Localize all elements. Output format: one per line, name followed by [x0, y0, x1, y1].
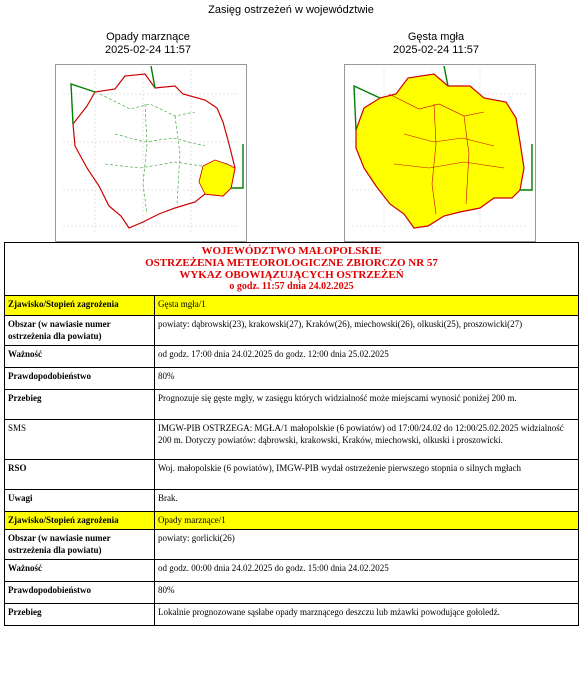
map-timestamp: 2025-02-24 11:57 [104, 44, 192, 56]
phenomenon-row [5, 512, 579, 530]
row-label: Ważność [5, 346, 155, 368]
row-label: Uwagi [5, 490, 155, 512]
header-line: o godz. 11:57 dnia 24.02.2025 [229, 281, 354, 292]
header-line: WOJEWÓDZTWO MAŁOPOLSKIE [201, 245, 382, 257]
header-line: WYKAZ OBOWIĄZUJĄCYCH OSTRZEŻEŃ [179, 269, 404, 281]
row-value: powiaty: gorlicki(26) [155, 530, 579, 560]
row-value: 80% [155, 368, 579, 390]
row-value: powiaty: dąbrowski(23), krakowski(27), Kraków(26), miechowski(26), olkuski(25), proszowicki(27) [155, 316, 579, 346]
phenomenon-row [5, 296, 579, 316]
row-label: Obszar (w nawiasie numer ostrzeżenia dla powiatu) [5, 530, 155, 560]
table-row [5, 490, 579, 512]
table-row [5, 460, 579, 490]
header-line: OSTRZEŻENIA METEOROLOGICZNE ZBIORCZO NR 57 [145, 257, 438, 269]
row-label: Prawdopodobieństwo [5, 368, 155, 390]
table-row [5, 368, 579, 390]
row-value: Brak. [155, 490, 579, 512]
row-value: Lokalnie prognozowane sąsłabe opady marznącego deszczu lub mżawki powodujące gołoledź. [155, 604, 579, 626]
row-value: od godz. 00:00 dnia 24.02.2025 do godz. 15:00 dnia 24.02.2025 [155, 560, 579, 582]
table-row [5, 316, 579, 346]
table-row [5, 604, 579, 626]
row-value: Opady marznące/1 [155, 512, 579, 530]
map-caption-freezing-rain [48, 31, 248, 57]
map-title: Opady marznące [106, 31, 190, 43]
row-label: RSO [5, 460, 155, 490]
row-label: Ważność [5, 560, 155, 582]
map-caption-fog [336, 31, 536, 57]
row-label: Obszar (w nawiasie numer ostrzeżenia dla powiatu) [5, 316, 155, 346]
row-value: Woj. małopolskie (6 powiatów), IMGW-PIB wydał ostrzeżenie pierwszego stopnia o silnych mgłach [155, 460, 579, 490]
page-title: Zasięg ostrzeżeń w województwie [208, 4, 374, 16]
row-value: Prognozuje się gęste mgły, w zasięgu których widzialność może miejscami wynosić poniżej 200 m. [155, 390, 579, 420]
row-label: Przebieg [5, 604, 155, 626]
table-row [5, 530, 579, 560]
table-row [5, 582, 579, 604]
row-value: IMGW-PIB OSTRZEGA: MGŁA/1 małopolskie (6 powiatów) od 17:00/24.02 do 12:00/25.02.2025 widzialność 200 m. Dotyczy powiatów: dąbrowski, krakowski, Kraków, miechowski, olkuski i proszowicki. [155, 420, 579, 460]
map-fog [344, 64, 536, 242]
row-label: SMS [5, 420, 155, 460]
warnings-table [4, 242, 579, 626]
row-value: od godz. 17:00 dnia 24.02.2025 do godz. 12:00 dnia 25.02.2025 [155, 346, 579, 368]
row-value: Gęsta mgła/1 [155, 296, 579, 316]
row-label: Przebieg [5, 390, 155, 420]
map-title: Gęsta mgła [407, 31, 465, 43]
header-row [5, 243, 579, 296]
table-row [5, 390, 579, 420]
row-label: Zjawisko/Stopień zagrożenia [5, 512, 155, 530]
map-timestamp: 2025-02-24 11:57 [392, 44, 480, 56]
row-label: Zjawisko/Stopień zagrożenia [5, 296, 155, 316]
table-row [5, 560, 579, 582]
row-value: 80% [155, 582, 579, 604]
row-label: Prawdopodobieństwo [5, 582, 155, 604]
table-row [5, 420, 579, 460]
header-cell [5, 243, 579, 296]
map-freezing-rain [55, 64, 247, 242]
table-row [5, 346, 579, 368]
